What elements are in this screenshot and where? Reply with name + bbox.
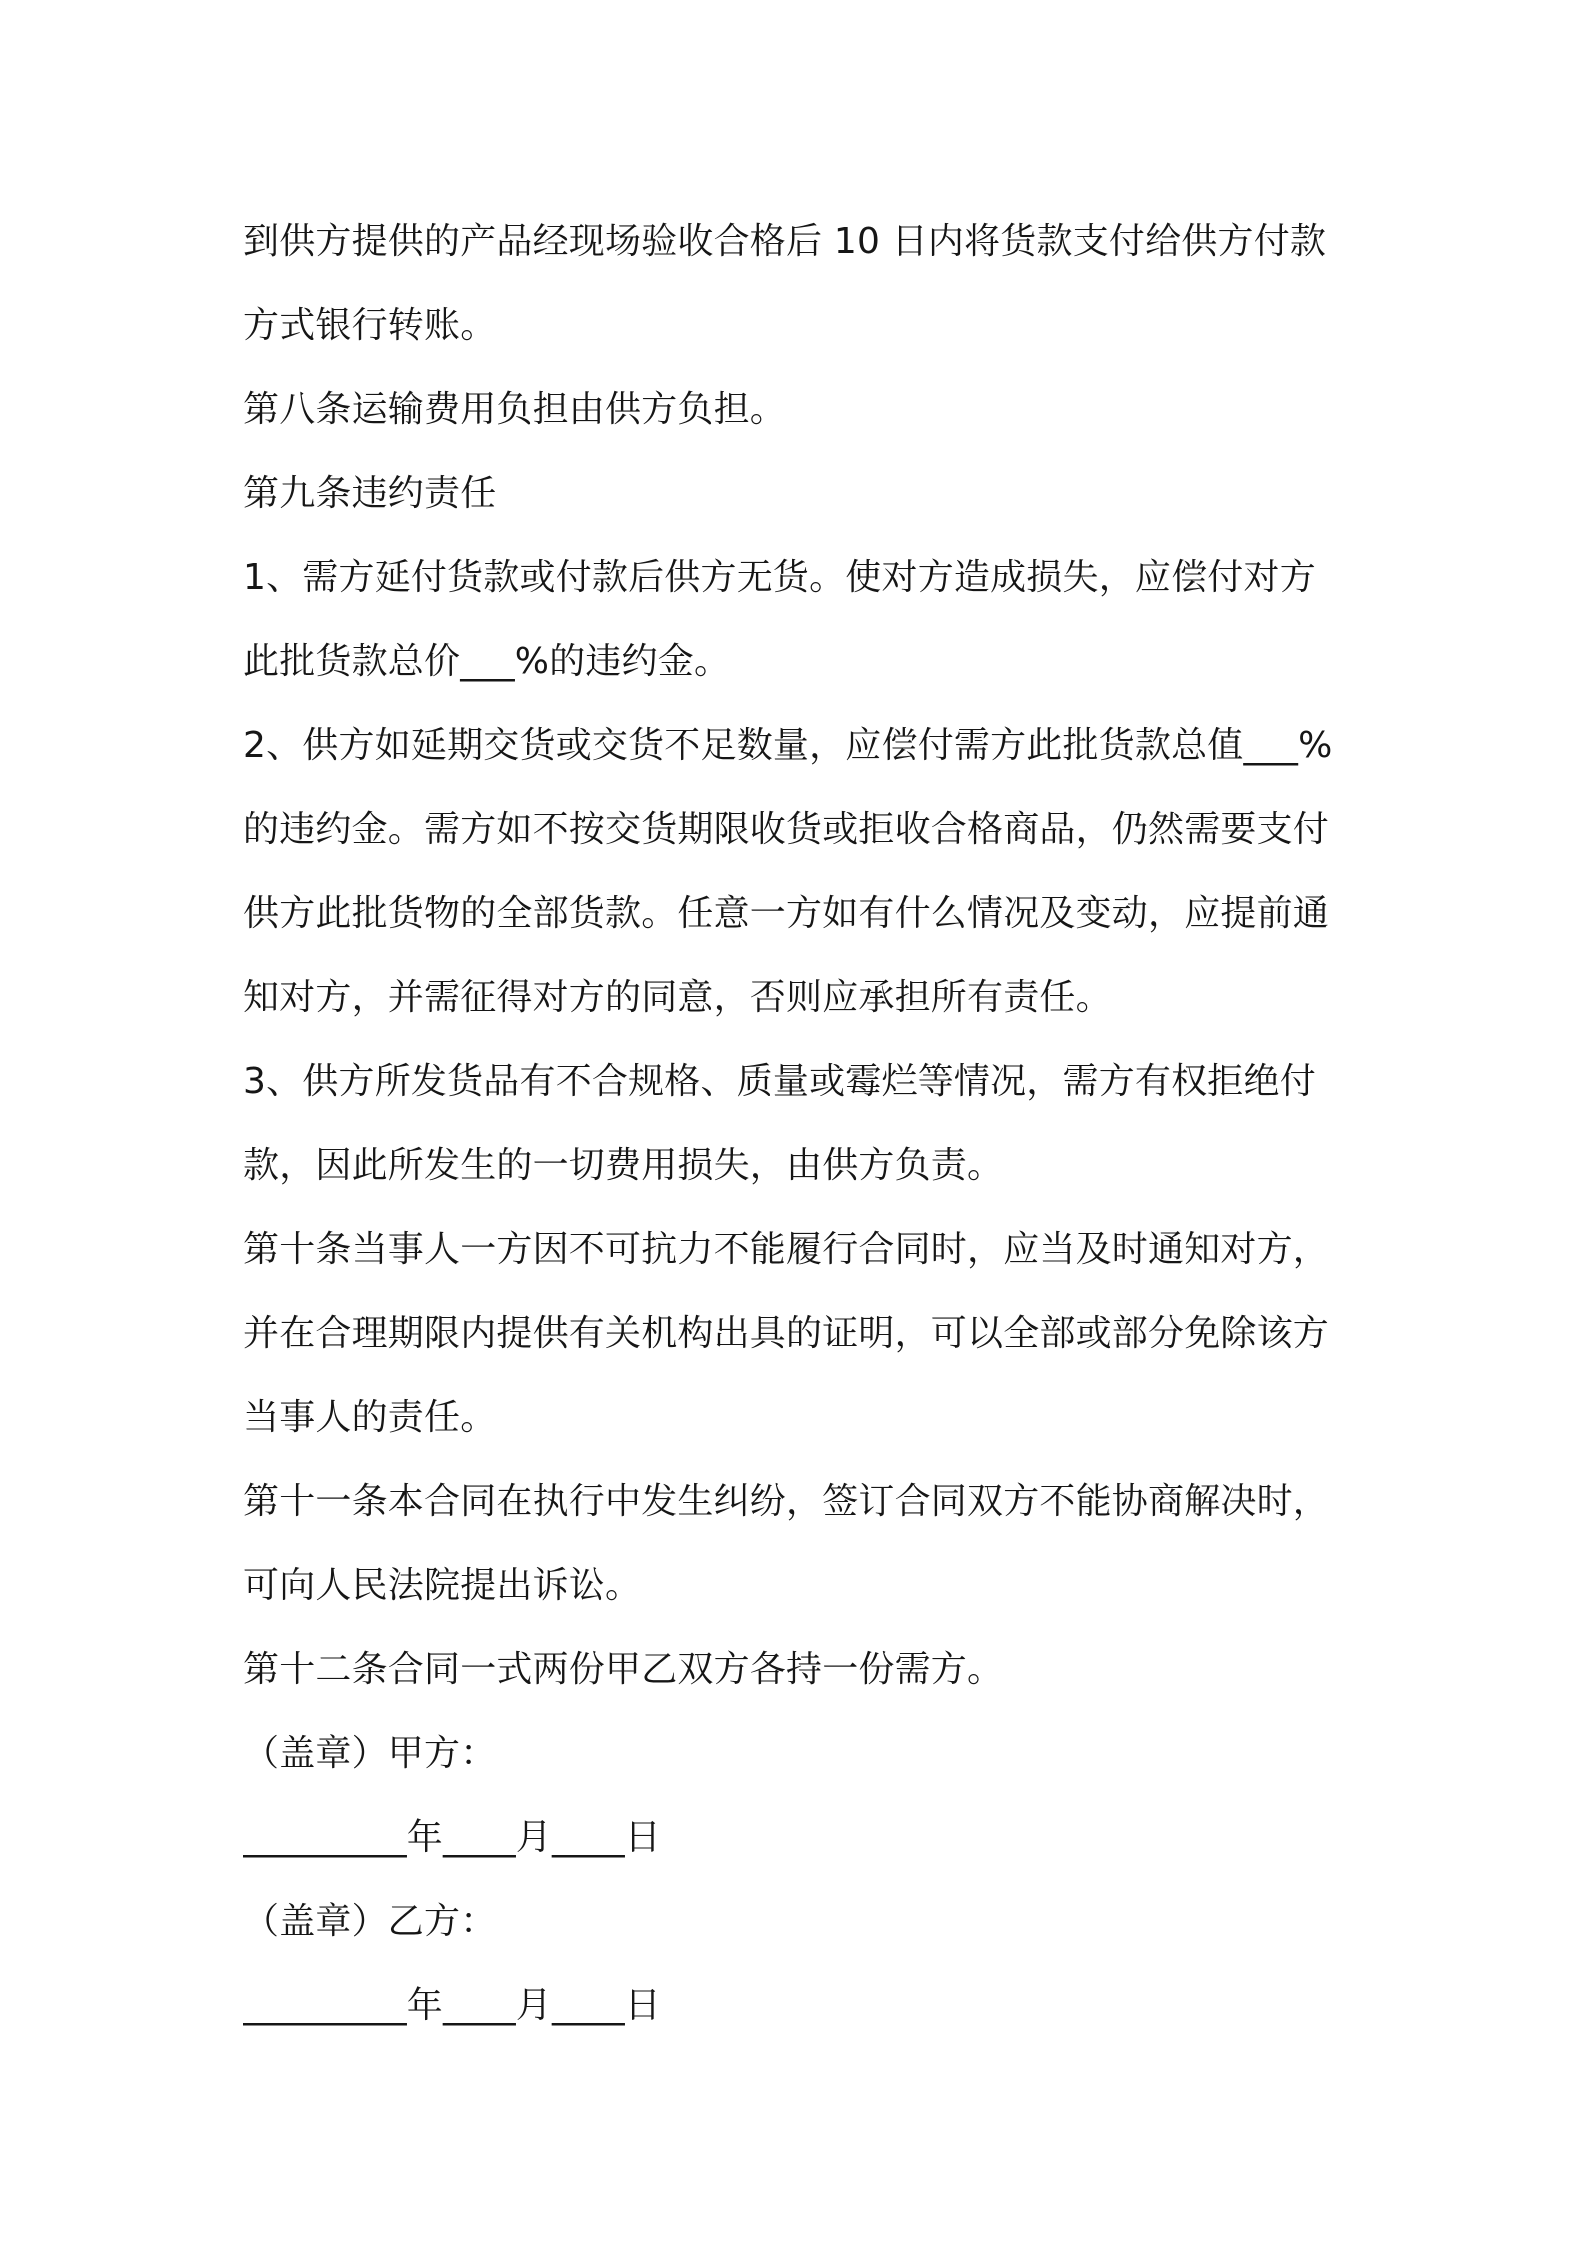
payment-terms-line: 到供方提供的产品经现场验收合格后 10 日内将货款支付给供方付款 [243,221,1327,262]
article-11-line-2: 可向人民法院提出诉讼。 [243,1565,642,1606]
article-10-line-3: 当事人的责任。 [243,1397,497,1438]
clause-1-line-2: 此批货款总价___%的违约金。 [243,641,731,682]
article-10-line-1: 第十条当事人一方因不可抗力不能履行合同时，应当及时通知对方， [243,1229,1330,1270]
clause-2-line-1: 2、供方如延期交货或交货不足数量，应偿付需方此批货款总值___% [243,725,1333,766]
clause-2-line-2: 的违约金。需方如不按交货期限收货或拒收合格商品，仍然需要支付 [243,809,1330,850]
article-8-transport-cost: 第八条运输费用负担由供方负担。 [243,389,787,430]
party-a-date-blank: _________年____月____日 [243,1817,661,1858]
party-a-seal-label: （盖章）甲方： [243,1733,497,1774]
payment-method-line: 方式银行转账。 [243,305,497,346]
party-b-seal-label: （盖章）乙方： [243,1901,497,1942]
clause-2-line-4: 知对方，并需征得对方的同意，否则应承担所有责任。 [243,977,1112,1018]
article-10-line-2: 并在合理期限内提供有关机构出具的证明，可以全部或部分免除该方 [243,1313,1330,1354]
clause-3-line-2: 款，因此所发生的一切费用损失，由供方负责。 [243,1145,1004,1186]
article-11-line-1: 第十一条本合同在执行中发生纠纷，签订合同双方不能协商解决时， [243,1481,1330,1522]
clause-1-line-1: 1、需方延付货款或付款后供方无货。使对方造成损失，应偿付对方 [243,557,1316,598]
article-9-heading: 第九条违约责任 [243,473,497,514]
contract-text [243,200,1358,2048]
article-12-line: 第十二条合同一式两份甲乙双方各持一份需方。 [243,1649,1004,1690]
party-b-date-blank: _________年____月____日 [243,1985,661,2026]
clause-3-line-1: 3、供方所发货品有不合规格、质量或霉烂等情况，需方有权拒绝付 [243,1061,1316,1102]
clause-2-line-3: 供方此批货物的全部货款。任意一方如有什么情况及变动，应提前通 [243,893,1330,934]
